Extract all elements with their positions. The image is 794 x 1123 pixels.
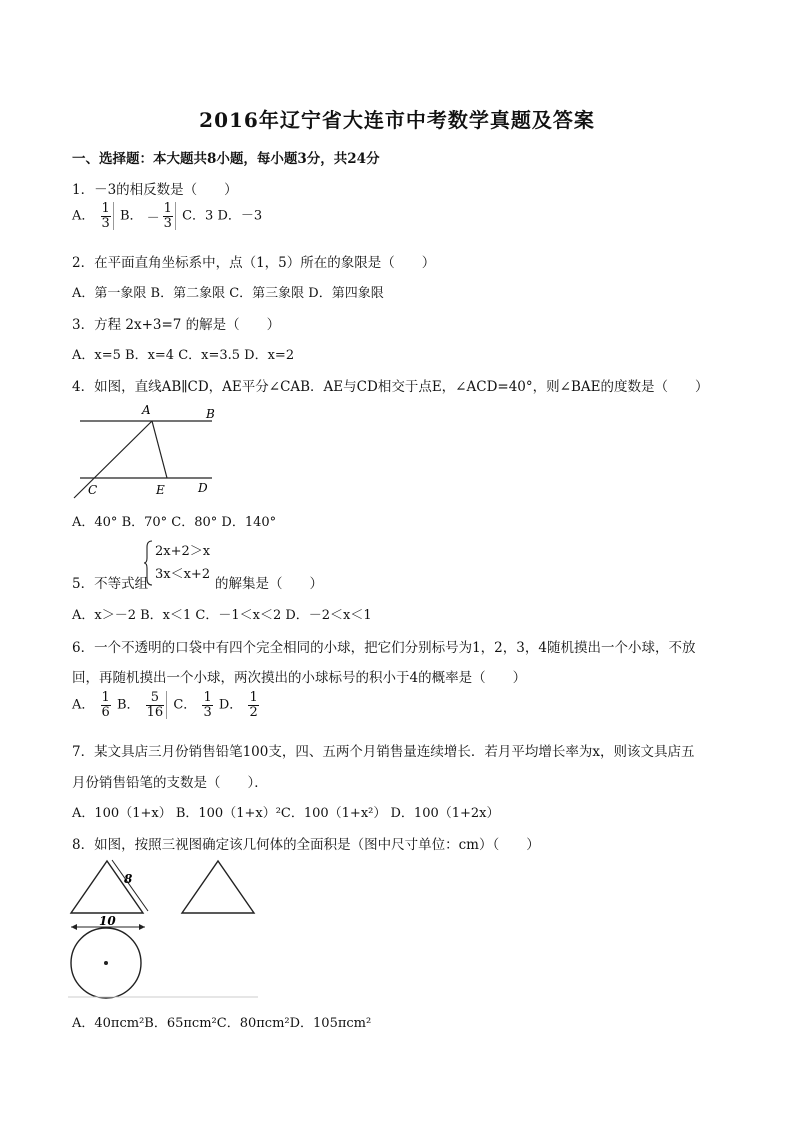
option-a-fraction [101,202,114,230]
label-b: B [206,407,215,421]
numerator: 1 [101,690,110,705]
label-e: E [156,483,165,497]
numerator: 5 [146,691,165,706]
question-6-stem-line1: 6．一个不透明的口袋中有四个完全相同的小球，把它们分别标号为1，2，3，4随机摸出一个小球，不放 [72,640,696,656]
question-5-options: A．x＞－2 B．x＜1 C．－1＜x＜2 D．－2＜x＜1 [72,608,372,623]
denominator: 3 [163,215,172,231]
denominator: 3 [101,215,110,231]
question-1-stem: 1．－3的相反数是（ ） [72,182,238,198]
front-view-triangle [71,861,143,913]
section-heading: 一、选择题：本大题共8小题，每小题3分，共24分 [72,151,380,167]
option-a-fraction [101,691,111,719]
question-5-suffix: 的解集是（ ） [215,576,323,592]
option-b-label: B． [119,208,143,224]
question-8-stem: 8．如图，按照三视图确定该几何体的全面积是（图中尺寸单位：cm）（ ） [72,837,540,853]
option-b-fraction [146,691,168,719]
line-ae [152,421,167,478]
negative-sign: － [146,210,160,226]
denominator: 16 [146,704,164,720]
option-d-fraction [248,691,258,719]
label-d: D [198,481,208,495]
question-7-options: A．100（1+x） B．100（1+x）²C．100（1+x²） D．100（1+2x） [72,806,500,821]
option-cd: C．3 D．－3 [182,208,263,224]
parallel-lines-figure [72,398,222,500]
page-title: 2016年辽宁省大连市中考数学真题及答案 [199,108,595,132]
question-8-options: A．40πcm²B．65πcm²C．80πcm²D．105πcm² [72,1016,372,1031]
question-2-stem: 2．在平面直角坐标系中，点（1，5）所在的象限是（ ） [72,255,436,271]
line-ac [74,421,152,498]
numerator: 1 [249,690,258,705]
question-2-options: A．第一象限 B．第二象限 C．第三象限 D．第四象限 [72,286,384,301]
denominator: 2 [249,704,258,720]
denominator: 3 [203,704,212,720]
label-c: C [88,483,98,497]
question-4-stem: 4．如图，直线AB∥CD，AE平分∠CAB．AE与CD相交于点E，∠ACD=40°，则∠BAE的度数是（ ） [72,379,709,395]
option-b-fraction [163,202,176,230]
question-3-stem: 3．方程 2x+3=7 的解是（ ） [72,317,281,333]
label-slant: 8 [124,872,133,886]
option-b-label: B． [116,697,140,713]
option-d-label: D． [218,697,243,713]
numerator: 1 [203,690,212,705]
question-6-options [72,691,261,719]
numerator: 1 [163,201,172,216]
label-base: 10 [99,914,116,928]
question-7-stem-line2: 月份销售铅笔的支数是（ ）． [72,775,268,791]
question-7-stem-line1: 7．某文具店三月份销售铅笔100支，四、五两个月销售量连续增长．若月平均增长率为x，则该文具店五 [72,744,695,760]
question-3-options: A．x=5 B．x=4 C．x=3.5 D．x=2 [72,348,295,363]
option-c-fraction [202,691,212,719]
inequality-1: 2x+2＞x [155,544,211,559]
system-brace [144,539,154,587]
question-6-stem-line2: 回，再随机摸出一个小球，两次摸出的小球标号的积小于4的概率是（ ） [72,670,527,686]
numerator: 1 [101,201,110,216]
question-1-options [72,202,262,230]
option-a-label: A． [72,208,95,224]
inequality-2: 3x＜x+2 [155,567,211,582]
question-4-options: A．40° B．70° C．80° D．140° [72,515,277,530]
center-dot [104,961,108,965]
three-views-figure [68,856,258,1002]
denominator: 6 [101,704,110,720]
option-a-label: A． [72,697,95,713]
option-c-label: C． [173,697,197,713]
question-5-prefix: 5．不等式组 [72,576,149,592]
side-view-triangle [182,861,254,913]
label-a: A [142,403,151,417]
